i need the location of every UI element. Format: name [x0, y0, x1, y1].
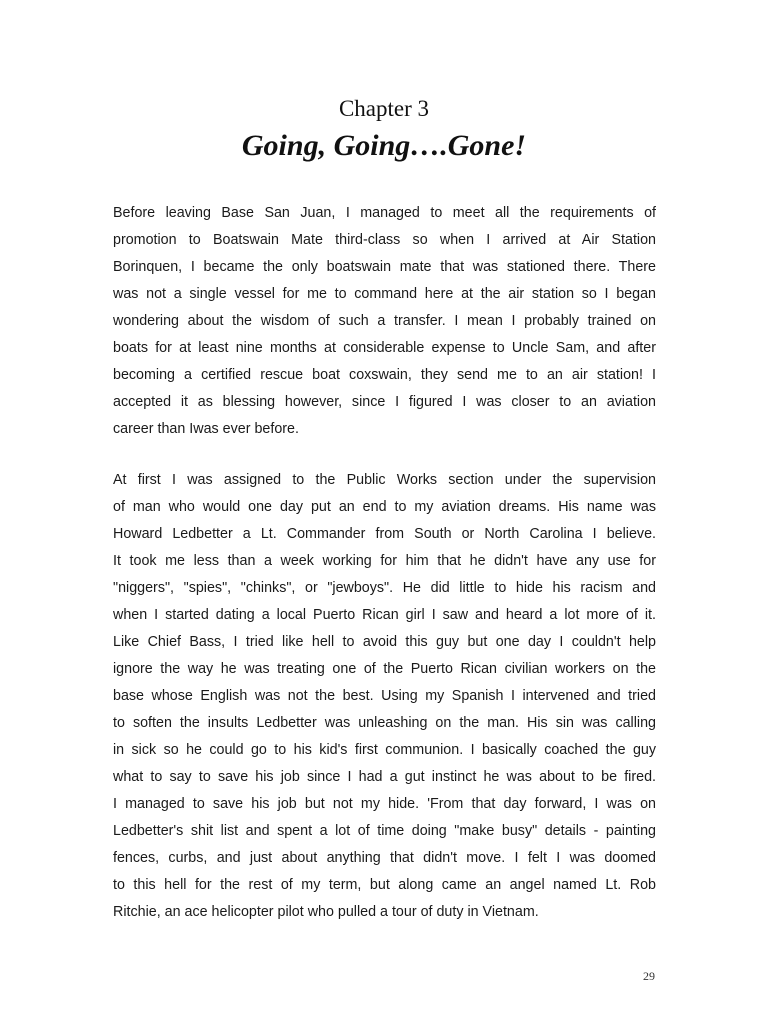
paragraph-line: base whose English was not the best. Using my Spanish I intervened and tried: [113, 688, 656, 704]
paragraph-line: career than Iwas ever before.: [113, 421, 299, 437]
paragraph-line: I managed to save his job but not my hide. 'From that day forward, I was on: [113, 796, 656, 812]
paragraph-line: promotion to Boatswain Mate third-class so when I arrived at Air Station: [113, 232, 656, 248]
chapter-title: Going, Going….Gone!: [241, 129, 527, 162]
paragraph-line: Borinquen, I became the only boatswain mate that was stationed there. There: [113, 259, 656, 275]
chapter-label: Chapter 3: [338, 96, 430, 121]
paragraph-line: ignore the way he was treating one of the Puerto Rican civilian workers on the: [113, 661, 656, 677]
paragraph-line: It took me less than a week working for him that he didn't have any use for: [113, 553, 656, 569]
paragraph-line: to this hell for the rest of my term, but along came an angel named Lt. Rob: [113, 877, 656, 893]
paragraph-line: becoming a certified rescue boat coxswain, they send me to an air station! I: [113, 367, 656, 383]
paragraph-line: Like Chief Bass, I tried like hell to avoid this guy but one day I couldn't help: [113, 634, 656, 650]
paragraph-line: in sick so he could go to his kid's first communion. I basically coached the guy: [113, 742, 656, 758]
paragraph-line: when I started dating a local Puerto Rican girl I saw and heard a lot more of it.: [113, 607, 656, 623]
paragraph-line: accepted it as blessing however, since I figured I was closer to an aviation: [113, 394, 656, 410]
paragraph-line: Ritchie, an ace helicopter pilot who pulled a tour of duty in Vietnam.: [113, 904, 539, 920]
paragraph-line: wondering about the wisdom of such a transfer. I mean I probably trained on: [113, 313, 656, 329]
paragraph-line: fences, curbs, and just about anything that didn't move. I felt I was doomed: [113, 850, 656, 866]
paragraph-line: At first I was assigned to the Public Works section under the supervision: [113, 472, 656, 488]
paragraph-line: to soften the insults Ledbetter was unleashing on the man. His sin was calling: [113, 715, 656, 731]
paragraph-line: boats for at least nine months at considerable expense to Uncle Sam, and after: [113, 340, 656, 356]
paragraph-line: was not a single vessel for me to command here at the air station so I began: [113, 286, 656, 302]
paragraph-line: "niggers", "spies", "chinks", or "jewboys". He did little to hide his racism and: [113, 580, 656, 596]
paragraph-line: Before leaving Base San Juan, I managed to meet all the requirements of: [113, 205, 656, 221]
paragraph-line: Ledbetter's shit list and spent a lot of time doing "make busy" details - painting: [113, 823, 656, 839]
paragraph-line: of man who would one day put an end to my aviation dreams. His name was: [113, 499, 656, 515]
paragraph-line: Howard Ledbetter a Lt. Commander from South or North Carolina I believe.: [113, 526, 656, 542]
paragraph-2: [113, 467, 656, 926]
page-number: 29: [643, 969, 655, 983]
paragraph-line: what to say to save his job since I had a gut instinct he was about to be fired.: [113, 769, 656, 785]
paragraph-1: [113, 200, 656, 443]
